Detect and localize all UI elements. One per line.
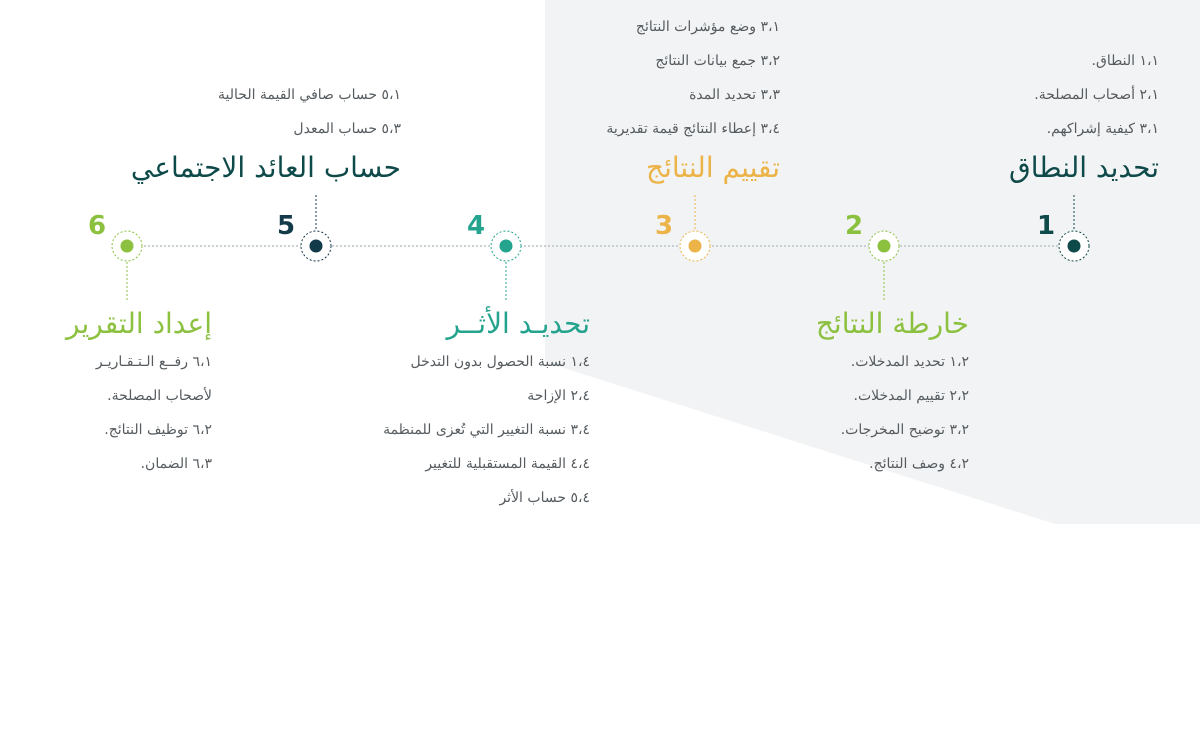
dot-step-3 (680, 231, 710, 261)
step-2-item: ٢،٢ تقييم المدخلات. (853, 388, 969, 404)
step-6-title: إعداد التقرير (66, 307, 212, 340)
step-5-title: حساب العائد الاجتماعي (130, 151, 401, 184)
step-2-items (841, 345, 969, 481)
dot-step-6 (112, 231, 142, 261)
step-6-item: ٦،١ رفــع الـتـقـاريـر (95, 354, 212, 370)
step-6-item: ٦،٣ الضمان. (140, 456, 212, 472)
step-5-item: ٥،١ حساب صافي القيمة الحالية (218, 87, 401, 103)
step-3-number: 3 (654, 211, 674, 241)
step-3-title: تقييم النتائج (646, 151, 780, 184)
step-6-item: لأصحاب المصلحة. (107, 388, 212, 404)
step-5-item: ٥،٣ حساب المعدل (293, 121, 401, 137)
step-1-item: ٣،١ كيفية إشراكهم. (1046, 121, 1159, 137)
step-2-item: ٤،٢ وصف النتائج. (869, 456, 969, 472)
step-4-item: ٣،٤ نسبة التغيير التي تُعزى للمنظمة (383, 422, 590, 438)
step-1-number: 1 (1036, 211, 1056, 241)
step-3-item: ٣،١ وضع مؤشرات النتائج (635, 19, 780, 35)
dot-step-2 (869, 231, 899, 261)
step-2-item: ١،٢ تحديد المدخلات. (850, 354, 969, 370)
step-2-number: 2 (844, 211, 864, 241)
step-3-items (606, 10, 780, 146)
step-4-title: تحديـد الأثــر (446, 307, 590, 340)
step-6-items (96, 345, 212, 481)
step-4-items (383, 345, 590, 515)
step-2-item: ٣،٢ توضيح المخرجات. (840, 422, 969, 438)
step-2-title: خارطة النتائج (815, 307, 969, 340)
step-4-item: ٤،٤ القيمة المستقبلية للتغيير (425, 456, 590, 472)
step-4-item: ٥،٤ حساب الأثر (499, 490, 590, 506)
step-1-item: ١،١ النطاق. (1091, 53, 1159, 69)
step-5-number: 5 (276, 211, 296, 241)
step-6-number: 6 (87, 211, 107, 241)
step-4-number: 4 (466, 211, 486, 241)
step-5-items (218, 78, 401, 146)
step-4-item: ٢،٤ الإزاحة (527, 388, 590, 404)
dot-step-4 (491, 231, 521, 261)
dot-step-1 (1059, 231, 1089, 261)
dot-step-5 (301, 231, 331, 261)
step-1-title: تحديد النطاق (1009, 151, 1159, 184)
step-4-item: ١،٤ نسبة الحصول بدون التدخل (410, 354, 590, 370)
step-3-item: ٣،٤ إعطاء النتائج قيمة تقديرية (606, 121, 780, 137)
step-1-items (1034, 44, 1159, 146)
step-6-item: ٦،٢ توظيف النتائج. (104, 422, 212, 438)
step-3-item: ٣،٢ جمع بيانات النتائج (655, 53, 780, 69)
step-1-item: ٢،١ أصحاب المصلحة. (1034, 87, 1159, 103)
step-3-item: ٣،٣ تحديد المدة (689, 87, 780, 103)
